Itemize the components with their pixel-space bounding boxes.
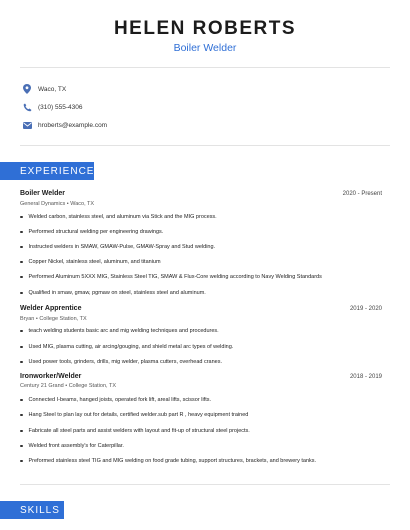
list-item: Instructed welders in SMAW, GMAW-Pulse, GMAW-Spray and Stud welding. [20, 244, 380, 250]
job-dates: 2018 - 2019 [349, 374, 382, 380]
job-title-heading: Boiler Welder [173, 42, 237, 54]
map-pin-icon [22, 84, 32, 94]
contact-location [22, 84, 66, 94]
list-item: Copper Nickel, stainless steel, aluminum, and titanium [20, 259, 380, 265]
header-divider [20, 67, 390, 68]
job-company: General Dynamics • Waco, TX [20, 201, 95, 207]
list-item: Welded carbon, stainless steel, and aluminum via Stick and the MIG process. [20, 214, 380, 220]
job-title: Boiler Welder [20, 190, 65, 197]
list-item: Connected I-beams, hanged joists, operated fork lift, areal lifts, scissor lifts. [20, 397, 380, 403]
contact-divider [20, 145, 390, 146]
phone-icon [22, 102, 32, 112]
list-item: Performed Aluminum 5XXX MIG, Stainless Steel TIG, SMAW & Flux-Core welding according to Navy Welding Standards [20, 274, 380, 280]
list-item: teach welding students basic arc and mig welding techniques and procedures. [20, 328, 380, 334]
list-item: Used power tools, grinders, drills, mig welder, plasma cutters, overhead cranes. [20, 359, 380, 365]
job-dates: 2019 - 2020 [349, 306, 382, 312]
email-text: hroberts@example.com [38, 121, 108, 129]
candidate-name: HELEN ROBERTS [113, 18, 297, 39]
list-item: Fabricate all steel parts and assist welders with layout and fit-up of structural steel projects. [20, 428, 380, 434]
location-text: Waco, TX [38, 85, 67, 93]
job-dates: 2020 - Present [342, 191, 382, 197]
list-item: Preformed stainless steel TIG and MIG welding on food grade tubing, support structures, brackets, and brewery tanks. [20, 458, 380, 464]
list-item: Used MIG, plasma cutting, air arcing/gouging, and shield metal arc types of welding. [20, 344, 380, 350]
experience-divider [20, 484, 390, 485]
contact-phone [22, 102, 82, 112]
list-item: Welded front assembly's for Caterpillar. [20, 443, 380, 449]
skills-heading: SKILLS [0, 501, 64, 519]
job-title: Welder Apprentice [20, 305, 82, 312]
envelope-icon [22, 120, 32, 130]
list-item: Hang Steel to plan lay out for details, certified welder.sub part R , heavy equipment trained [20, 412, 380, 418]
job-company: Bryan • College Station, TX [20, 316, 87, 322]
list-item: Performed structural welding per engineering drawings. [20, 229, 380, 235]
phone-text: (310) 555-4306 [38, 103, 83, 111]
job-title: Ironworker/Welder [20, 373, 82, 380]
list-item: Qualified in smaw, gmaw, pgmaw on steel, stainless steel and aluminum. [20, 290, 380, 296]
contact-email [22, 120, 107, 130]
job-company: Century 21 Grand • College Station, TX [20, 383, 116, 389]
experience-heading: EXPERIENCE [0, 162, 94, 180]
